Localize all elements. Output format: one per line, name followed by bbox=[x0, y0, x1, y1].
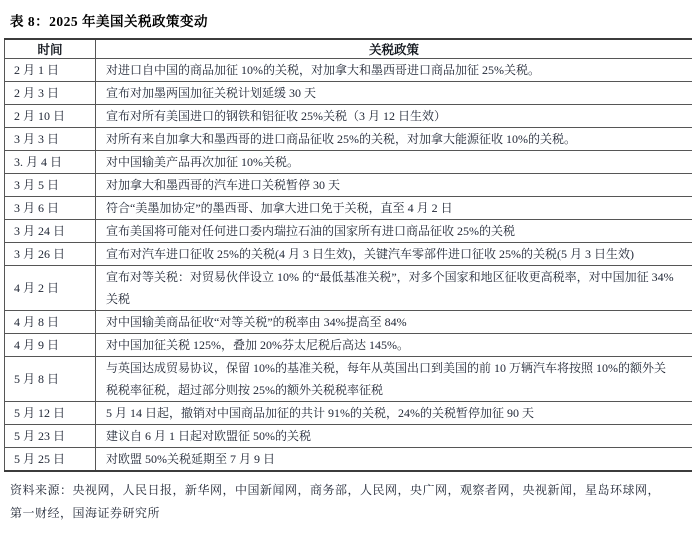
table-row bbox=[5, 425, 693, 448]
row-date: 2 月 1 日 bbox=[5, 59, 96, 82]
table-row bbox=[5, 82, 693, 105]
row-policy: 建议自 6 月 1 日起对欧盟征 50%的关税 bbox=[96, 425, 693, 448]
row-date: 4 月 9 日 bbox=[5, 334, 96, 357]
table-row bbox=[5, 448, 693, 472]
row-date: 3 月 3 日 bbox=[5, 128, 96, 151]
row-policy: 对欧盟 50%关税延期至 7 月 9 日 bbox=[96, 448, 693, 472]
table-row bbox=[5, 220, 693, 243]
row-date: 3 月 26 日 bbox=[5, 243, 96, 266]
row-date: 5 月 8 日 bbox=[5, 357, 96, 402]
row-date: 3. 月 4 日 bbox=[5, 151, 96, 174]
table-row bbox=[5, 128, 693, 151]
source-line-1: 资料来源：央视网，人民日报，新华网，中国新闻网，商务部，人民网，央广网，观察者网，央视新闻，星岛环球网， bbox=[10, 483, 661, 497]
table-row bbox=[5, 357, 693, 402]
source-note bbox=[10, 479, 700, 525]
row-policy: 与英国达成贸易协议，保留 10%的基准关税，每年从英国出口到美国的前 10 万辆汽车将按照 10%的额外关税税率征税，超过部分则按 25%的额外关税税率征税 bbox=[96, 357, 693, 402]
table-header-row bbox=[5, 39, 693, 59]
row-date: 3 月 24 日 bbox=[5, 220, 96, 243]
row-date: 2 月 3 日 bbox=[5, 82, 96, 105]
row-date: 4 月 2 日 bbox=[5, 266, 96, 311]
row-date: 3 月 5 日 bbox=[5, 174, 96, 197]
row-policy: 对加拿大和墨西哥的汽车进口关税暂停 30 天 bbox=[96, 174, 693, 197]
row-policy: 对中国输美产品再次加征 10%关税。 bbox=[96, 151, 693, 174]
table-row bbox=[5, 105, 693, 128]
table-row bbox=[5, 59, 693, 82]
row-policy: 宣布对汽车进口征收 25%的关税(4 月 3 日生效)，关键汽车零部件进口征收 25%的关税(5 月 3 日生效) bbox=[96, 243, 693, 266]
table-row bbox=[5, 243, 693, 266]
row-policy: 宣布美国将可能对任何进口委内瑞拉石油的国家所有进口商品征收 25%的关税 bbox=[96, 220, 693, 243]
header-time: 时间 bbox=[5, 39, 96, 59]
table-row bbox=[5, 197, 693, 220]
table-row bbox=[5, 311, 693, 334]
table-title: 表 8：2025 年美国关税政策变动 bbox=[10, 14, 208, 29]
row-date: 5 月 23 日 bbox=[5, 425, 96, 448]
table-row bbox=[5, 402, 693, 425]
row-policy: 对所有来自加拿大和墨西哥的进口商品征收 25%的关税，对加拿大能源征收 10%的关税。 bbox=[96, 128, 693, 151]
header-policy: 关税政策 bbox=[96, 39, 693, 59]
report-page bbox=[0, 10, 700, 525]
row-policy: 5 月 14 日起，撤销对中国商品加征的共计 91%的关税，24%的关税暂停加征 90 天 bbox=[96, 402, 693, 425]
tariff-table bbox=[4, 38, 692, 472]
table-row bbox=[5, 334, 693, 357]
row-policy: 宣布对所有美国进口的钢铁和铝征收 25%关税（3 月 12 日生效） bbox=[96, 105, 693, 128]
row-date: 3 月 6 日 bbox=[5, 197, 96, 220]
row-date: 5 月 12 日 bbox=[5, 402, 96, 425]
table-row bbox=[5, 174, 693, 197]
row-policy: 符合“美墨加协定”的墨西哥、加拿大进口免于关税，直至 4 月 2 日 bbox=[96, 197, 693, 220]
row-policy: 宣布对等关税：对贸易伙伴设立 10% 的“最低基准关税”，对多个国家和地区征收更高税率，对中国加征 34%关税 bbox=[96, 266, 693, 311]
row-date: 5 月 25 日 bbox=[5, 448, 96, 472]
row-policy: 宣布对加墨两国加征关税计划延缓 30 天 bbox=[96, 82, 693, 105]
table-row bbox=[5, 266, 693, 311]
row-date: 4 月 8 日 bbox=[5, 311, 96, 334]
row-policy: 对中国输美商品征收“对等关税”的税率由 34%提高至 84% bbox=[96, 311, 693, 334]
row-date: 2 月 10 日 bbox=[5, 105, 96, 128]
row-policy: 对中国加征关税 125%，叠加 20%芬太尼税后高达 145%。 bbox=[96, 334, 693, 357]
tariff-table-body bbox=[5, 59, 693, 472]
table-row bbox=[5, 151, 693, 174]
source-line-2: 第一财经，国海证券研究所 bbox=[10, 506, 161, 520]
row-policy: 对进口自中国的商品加征 10%的关税，对加拿大和墨西哥进口商品加征 25%关税。 bbox=[96, 59, 693, 82]
